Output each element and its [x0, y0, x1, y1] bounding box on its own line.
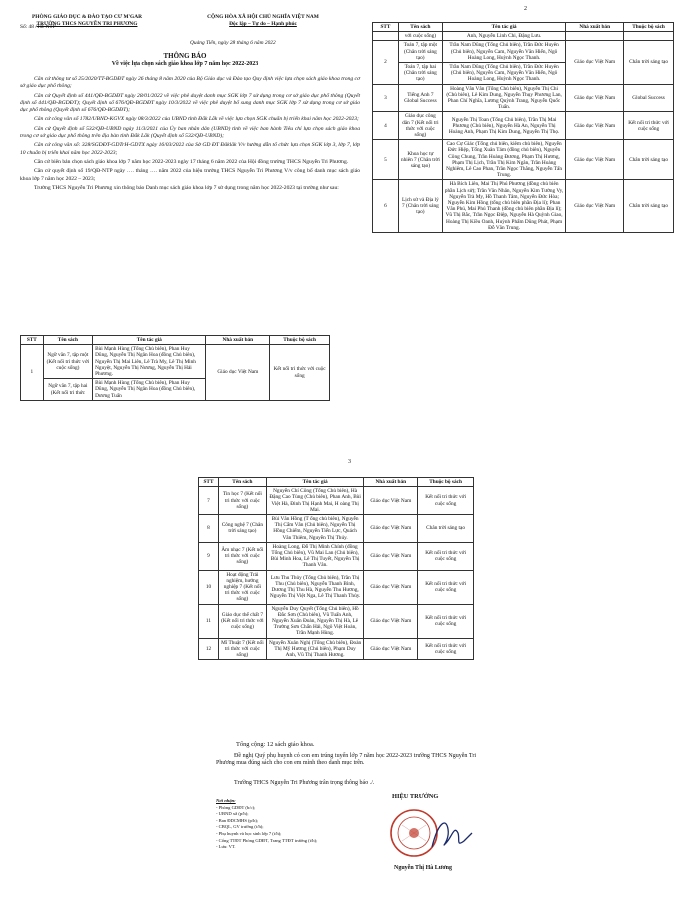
book-publisher: Giáo dục Việt Nam — [364, 487, 418, 515]
textbook-table-page-1 — [20, 335, 330, 401]
row-stt: 1 — [21, 345, 44, 401]
book-series: Kết nối tri thức với cuộc sống — [418, 487, 474, 515]
legal-basis-paragraphs — [20, 76, 360, 194]
recipient-item: - Lưu: VT. — [216, 844, 236, 850]
recipient-item: - Phòng GDĐT (b/c); — [216, 804, 256, 810]
page-number: 2 — [524, 6, 527, 12]
book-series: Kết nối tri thức với cuộc sống — [624, 112, 674, 140]
legal-paragraph: Căn cứ Quyết định số 532/QĐ-UBND ngày 11/3/2021 của Ủy ban nhân dân (UBND) tỉnh về việc ban hành Tiêu chí lựa chọn sách giáo khoa trong cơ sở giáo dục phổ thông trên địa bàn tỉnh Đắk Lắk (Quyết định số 532/QĐ-UBND); — [20, 125, 360, 140]
row-stt: 3 — [373, 84, 399, 112]
book-title: Âm nhạc 7 (Kết nối tri thức với cuộc sống) — [218, 542, 266, 570]
book-title: Tin học 7 (Kết nối tri thức với cuộc sống) — [218, 487, 266, 515]
page-number: 3 — [348, 459, 351, 465]
closing-statement: Trường THCS Nguyễn Tri Phương trân trọng thông báo ./. — [234, 780, 375, 786]
header-authors: Tên tác giả — [442, 23, 566, 32]
book-authors: Hà Bích Liên, Mai Thị Phú Phương (đồng chủ biên phần Lịch sử); Trần Văn Nhân, Nguyễn Kim Tường Vy, Nguyễn Trà My, Hồ Thanh Tâm, Nguyễn Đức Hòa; Nguyễn Kim Hồng (tổng chủ biên phần Địa lí); Phan Văn Phú, Mai Phú Thanh (đồng chủ biên phần Địa lí); Vũ Thị Bắc, Trần Ngọc Điệp, Nguyễn Hà Quỳnh Giao, Hoàng Thị Kiều Oanh, Huỳnh Phẩm Dũng Phát, Phạm Đỗ Văn Trung. — [442, 180, 566, 233]
book-authors: Cao Cự Giác (Tổng chủ biên, kiêm chủ biên), Nguyễn Đức Hiệp, Tống Xuân Tám (đồng chủ biên), Nguyễn Công Chung, Trần Hoàng Đương, Phạm Thị Hương, Phạm Thị Lịch, Trần Thị Kim Ngân, Trần Hoàng Nghiêm, Lê Cao Phan, Trần Ngọc Thắng, Nguyễn Tấn Trung. — [442, 140, 566, 180]
book-publisher: Giáo dục Việt Nam — [364, 604, 418, 638]
row-stt: 2 — [373, 41, 399, 84]
table-row — [373, 180, 674, 233]
legal-paragraph: Trường THCS Nguyễn Tri Phương xin thông báo Danh mục sách giáo khoa lớp 7 sử dụng trong năm học 2022-2023 tại trường như sau: — [34, 184, 339, 191]
signature-icon — [432, 823, 472, 847]
book-authors: Nguyễn Thị Toan (Tổng Chủ biên), Trần Thị Mai Phương (Chủ biên), Nguyễn Hà An, Nguyễn Thị Hoàng Anh, Phạm Thị Kim Dung, Nguyễn Thị Thọ. — [442, 112, 566, 140]
table-row — [199, 515, 474, 543]
row-stt: 7 — [199, 487, 219, 515]
book-authors: Bùi Mạnh Hùng (Tổng Chủ biên), Phan Huy Dũng, Nguyễn Thị Ngân Hoa (đồng Chủ biên), Dương Tuấn — [93, 379, 206, 401]
book-publisher: Giáo dục Việt Nam — [566, 180, 624, 233]
school-name: TRƯỜNG THCS NGUYỄN TRI PHƯƠNG — [36, 21, 138, 27]
book-title: Ngữ văn 7, tập hai (Kết nối tri thức — [43, 379, 92, 401]
book-title: Toán 7, tập một (Chân trời sáng tạo) — [398, 41, 442, 63]
header-publisher: Nhà xuất bản — [364, 478, 418, 487]
signer-title: HIỆU TRƯỞNG — [392, 793, 439, 800]
book-title: Ngữ văn 7, tập một (Kết nối tri thức với cuộc sống) — [43, 345, 92, 379]
book-series: Kết nối tri thức với cuộc sống — [418, 604, 474, 638]
header-book: Tên sách — [43, 336, 92, 345]
document-page-1 — [0, 0, 370, 450]
recipient-item: - CBQL, GV trường (t/h); — [216, 824, 264, 830]
header-publisher: Nhà xuất bản — [566, 23, 624, 32]
table-row — [373, 84, 674, 112]
header-series: Thuộc bộ sách — [270, 336, 330, 345]
signer-name: Nguyễn Thị Hà Lương — [394, 865, 452, 871]
row-stt: 5 — [373, 140, 399, 180]
book-series: Kết nối tri thức với cuộc sống — [418, 638, 474, 660]
book-publisher: Giáo dục Việt Nam — [566, 84, 624, 112]
table-row — [199, 638, 474, 660]
school-stamp-icon — [391, 810, 437, 856]
book-publisher: Giáo dục Việt Nam — [566, 112, 624, 140]
book-series: Chân trời sáng tạo — [624, 140, 674, 180]
dateline: Quảng Tiến, ngày 28 tháng 6 năm 2022 — [190, 40, 276, 46]
recipients-block — [216, 798, 317, 851]
book-title: Giáo dục thể chất 7 (Kết nối tri thức với cuộc sống) — [218, 604, 266, 638]
book-series: Global Success — [624, 84, 674, 112]
table-row — [199, 542, 474, 570]
row-stt: 10 — [199, 570, 219, 604]
book-authors: Nguyễn Duy Quyết (Tổng Chủ biên), Hồ Đắc Sơn (Chủ biên), Vũ Tuấn Anh, Nguyễn Xuân Đoàn, Nguyễn Thị Hà, Lê Trường Sơn Chấn Hải, Ngô Việt Hoàn, Trần Mạnh Hùng. — [266, 604, 364, 638]
department-name: PHÒNG GIÁO DỤC & ĐÀO TẠO CƯ M'GAR — [31, 14, 143, 20]
header-book: Tên sách — [398, 23, 442, 32]
book-authors: Lưu Thu Thủy (Tổng Chủ biên), Trần Thị Thu (Chủ biên), Nguyễn Thanh Bình, Dương Thị Thu Hà, Nguyễn Thu Hương, Nguyễn Thị Việt Nga, Lê Thị Thanh Thủy. — [266, 570, 364, 604]
table-row — [373, 140, 674, 180]
book-publisher: Giáo dục Việt Nam — [566, 41, 624, 84]
table-row — [21, 345, 330, 379]
legal-paragraph: Căn cứ công văn số 1782/UBND-KGVX ngày 08/3/2022 của UBND tỉnh Đắk Lắk về việc lựa chọn SGK chuẩn bị triển khai năm học 2022-2023; — [34, 116, 359, 123]
book-authors: Hoàng Long, Đỗ Thị Minh Chính (đồng Tổng Chủ biên), Vũ Mai Lan (Chủ biên), Bùi Minh Hoa, Lê Thị Tuyết, Nguyễn Thị Thanh Vân. — [266, 542, 364, 570]
book-publisher: Giáo dục Việt Nam — [364, 638, 418, 660]
recipients-label: Nơi nhận: — [216, 798, 236, 803]
table-header-row — [199, 478, 474, 487]
header-authors: Tên tác giả — [93, 336, 206, 345]
header-book: Tên sách — [218, 478, 266, 487]
legal-paragraph: Căn cứ biên bản chọn sách giáo khoa lớp 7 năm học 2022-2023 ngày 17 tháng 6 năm 2022 của Hội đồng trường THCS Nguyễn Tri Phương. — [34, 158, 349, 165]
table-row — [199, 570, 474, 604]
table-header-row — [373, 23, 674, 32]
book-publisher: Giáo dục Việt Nam — [364, 515, 418, 543]
row-stt: 11 — [199, 604, 219, 638]
textbook-table-page-2 — [372, 22, 674, 233]
header-publisher: Nhà xuất bản — [206, 336, 270, 345]
table-row — [199, 487, 474, 515]
stamp-and-signature — [388, 803, 478, 863]
recipient-item: - Cổng TTĐT Phòng GDĐT, Trang TTĐT trường (t/h); — [216, 837, 318, 843]
book-title: Mĩ Thuật 7 (Kết nối tri thức với cuộc sống) — [218, 638, 266, 660]
legal-paragraph: Căn cứ quyết định số 19/QĐ-NTP ngày …. tháng …. năm 2022 của hiệu trưởng THCS Nguyễn Tri Phương V/v công bố danh mục sách giáo khoa lớp 7 năm học 2022 – 2023; — [20, 168, 360, 182]
book-title: Lịch sử và Địa lý 7 (Chân trời sáng tạo) — [398, 180, 442, 233]
book-series: Chân trời sáng tạo — [624, 41, 674, 84]
book-authors: Nguyễn Xuân Nghị (Tổng Chủ biên), Đoàn Thị Mỹ Hương (Chủ biên), Phạm Duy Anh, Vũ Thị Thanh Hương. — [266, 638, 364, 660]
table-row — [373, 41, 674, 63]
book-publisher: Giáo dục Việt Nam — [206, 345, 270, 401]
book-title: Giáo dục công dân 7 (Kết nối tri thức với cuộc sống) — [398, 112, 442, 140]
header-stt: STT — [199, 478, 219, 487]
book-series: Kết nối tri thức với cuộc sống — [270, 345, 330, 401]
table-row — [373, 32, 674, 41]
book-title: Toán 7, tập hai (Chân trời sáng tạo) — [398, 63, 442, 85]
closing-request: Đề nghị Quý phụ huynh có con em trúng tuyển lớp 7 năm học 2022-2023 trường THCS Nguyễn Tri Phương mua đúng sách cho con em mình theo danh mục trên. — [216, 753, 476, 767]
header-series: Thuộc bộ sách — [624, 23, 674, 32]
book-publisher: Giáo dục Việt Nam — [566, 140, 624, 180]
header-authors: Tên tác giả — [266, 478, 364, 487]
document-page-2 — [372, 0, 676, 450]
book-title: Khoa học tự nhiên 7 (Chân trời sáng tạo) — [398, 140, 442, 180]
book-authors: Anh, Nguyễn Linh Chi, Đặng Lưu. — [442, 32, 566, 41]
legal-paragraph: Căn cứ thông tư số 25/2020/TT-BGDĐT ngày 26 tháng 8 năm 2020 của Bộ Giáo dục và Đào tạo Quy định việc lựa chọn sách giáo khoa trong cơ sở giáo dục phổ thông; — [20, 76, 360, 90]
book-authors: Trần Nam Dũng (Tổng Chủ biên), Trần Đức Huyên (Chủ biên), Nguyễn Cam, Nguyễn Văn Hiển, Ngô Hoàng Long, Huỳnh Ngọc Thanh. — [442, 63, 566, 85]
book-title: Hoạt động Trải nghiệm, hướng nghiệp 7 (Kết nối tri thức với cuộc sống) — [218, 570, 266, 604]
book-title: với cuộc sống) — [398, 32, 442, 41]
book-publisher: Giáo dục Việt Nam — [364, 570, 418, 604]
book-authors: Nguyễn Chí Công (Tổng Chủ biên), Hà Đặng Cao Tùng (Chủ biên), Phan Anh, Bùi Việt Hà, Đinh Thị Hạnh Mai, H oàng Thị Mai. — [266, 487, 364, 515]
book-authors: Trần Nam Dũng (Tổng Chủ biên), Trần Đức Huyên (Chủ biên), Nguyễn Cam, Nguyễn Văn Hiển, Ngô Hoàng Long, Huỳnh Ngọc Thanh. — [442, 41, 566, 63]
book-series: Chân trời sáng tạo — [624, 180, 674, 233]
recipient-item: - UBND xã (p/h); — [216, 811, 249, 817]
motto: Độc lập – Tự do – Hạnh phúc — [229, 21, 297, 27]
book-series: Kết nối tri thức với cuộc sống — [418, 570, 474, 604]
book-authors: Bùi Mạnh Hùng (Tổng Chủ biên), Phan Huy Dũng, Nguyễn Thị Ngân Hoa (đồng Chủ biên), Nguyễn Thị Mai Liên, Lê Trà My, Lê Thị Minh Nguyệt, Nguyễn Thị Nương, Nguyễn Thị Hải Phương. — [93, 345, 206, 379]
document-subtitle: Về việc lựa chọn sách giáo khoa lớp 7 năm học 2022-2023 — [111, 61, 259, 67]
table-row — [199, 604, 474, 638]
national-motto — [178, 14, 348, 28]
book-authors: Bùi Văn Hồng (T ổng chủ biên), Nguyễn Thị Cẩm Vân (Chủ biên), Nguyễn Thị Hồng Chiếm, Nguyễn Tiến Lực, Quách Văn Thiêm, Nguyễn Thị Thúy. — [266, 515, 364, 543]
book-title: Tiếng Anh 7 Global Success — [398, 84, 442, 112]
document-number: Số: 48 /TB-NTP — [20, 24, 56, 30]
legal-paragraph: Căn cứ công văn số: 328/SGDĐT-GDTrH-GDTX ngày 16/03/2022 của Sở GD ĐT Đăklăk V/v hướng dẫn tổ chức lựa chọn SGK lớp 3, lớp 7, lớp 10 chuẩn bị triển khai năm học 2022-2023; — [20, 142, 360, 156]
book-title: Công nghệ 7 (Chân trời sáng tạo) — [218, 515, 266, 543]
textbook-table-page-3 — [198, 477, 474, 660]
recipient-item: - Ban ĐDCMHS (p/h); — [216, 817, 259, 823]
row-stt: 8 — [199, 515, 219, 543]
total-count: Tổng cộng: 12 sách giáo khoa. — [236, 741, 315, 748]
legal-paragraph: Căn cứ Quyết định số 441/QĐ-BGDĐT ngày 28/01/2022 về việc phê duyệt danh mục SGK lớp 7 sử dụng trong cơ sở giáo dục phổ thông (Quyết định số 441/QĐ-BGDĐT); Quyết định số 676/QĐ-BGDĐT ngày 10/3/2022 về việc phê duyệt bổ sung danh mục SGK lớp 7 sử dụng trong cơ sở giáo dục phổ thông (Quyết định số 676/QĐ-BGDĐT); — [20, 92, 360, 114]
header-stt: STT — [21, 336, 44, 345]
row-stt: 12 — [199, 638, 219, 660]
book-series: Chân trời sáng tạo — [418, 515, 474, 543]
book-publisher: Giáo dục Việt Nam — [364, 542, 418, 570]
recipient-item: - Phụ huynh và học sinh lớp 7 (t/h); — [216, 830, 282, 836]
book-authors: Hoàng Văn Vân (Tổng Chủ biên), Nguyễn Thị Chi (Chủ biên), Lê Kim Dung, Nguyễn Thụy Phương Lan, Phan Chí Nghĩa, Lương Quỳnh Trang, Nguyễn Quốc Tuấn. — [442, 84, 566, 112]
document-page-3 — [196, 455, 676, 911]
table-header-row — [21, 336, 330, 345]
country-name: CỘNG HÒA XÃ HỘI CHỦ NGHĨA VIỆT NAM — [207, 14, 319, 20]
header-series: Thuộc bộ sách — [418, 478, 474, 487]
row-stt: 4 — [373, 112, 399, 140]
header-stt: STT — [373, 23, 399, 32]
document-title: THÔNG BÁO — [163, 52, 207, 60]
row-stt: 9 — [199, 542, 219, 570]
row-stt: 6 — [373, 180, 399, 233]
book-series: Kết nối tri thức với cuộc sống — [418, 542, 474, 570]
table-row — [373, 112, 674, 140]
